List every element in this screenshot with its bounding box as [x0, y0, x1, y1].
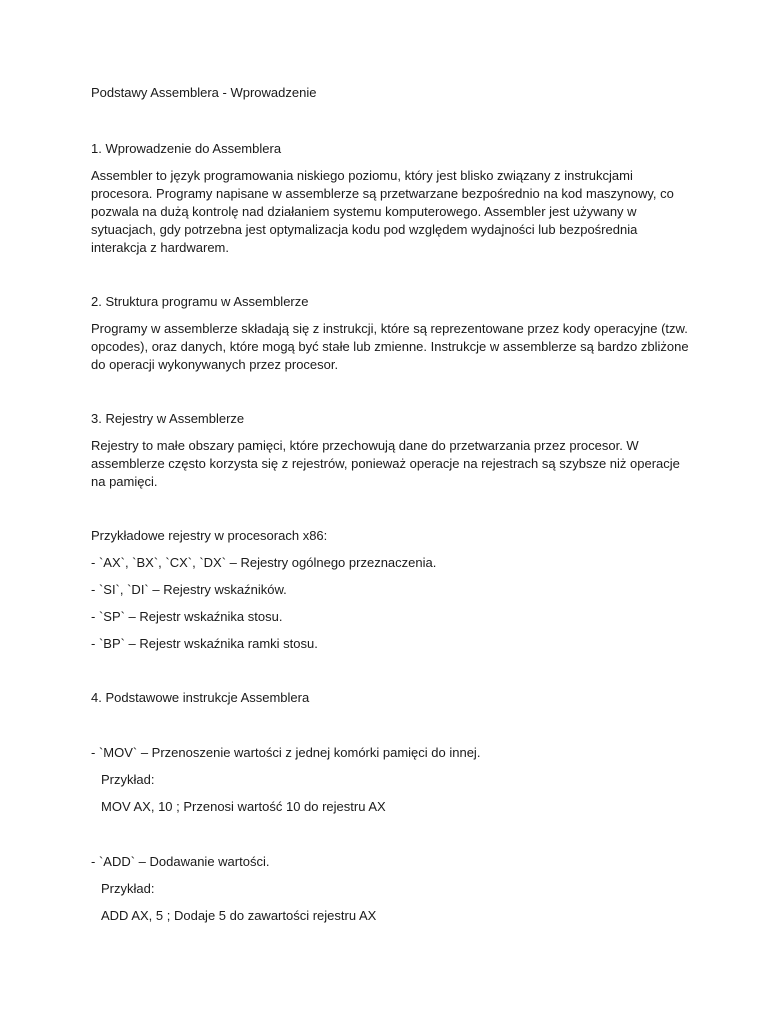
section-paragraph-1: Assembler to język programowania niskiego poziomu, który jest blisko związany z instrukcjami procesora. Programy napisane w assemblerze są przetwarzane bezpośrednio na kod maszynowy, co pozwala na dużą kontrolę nad działaniem systemu komputerowego. Assembler jest używany w sytuacjach, gdy potrzebna jest optymalizacja kodu pod względem wydajności lub bezpośrednia interakcja z hardwarem.: [91, 168, 674, 255]
instruction-line-add: - `ADD` – Dodawanie wartości.: [91, 854, 270, 869]
section-heading-3: 3. Rejestry w Assemblerze: [91, 411, 245, 426]
example-code-mov: MOV AX, 10 ; Przenosi wartość 10 do rejestru AX: [101, 799, 386, 814]
register-list-intro: Przykładowe rejestry w procesorach x86:: [91, 528, 328, 543]
register-list-item: - `BP` – Rejestr wskaźnika ramki stosu.: [91, 636, 318, 651]
section-heading-2: 2. Struktura programu w Assemblerze: [91, 294, 309, 309]
instruction-line-mov: - `MOV` – Przenoszenie wartości z jednej komórki pamięci do innej.: [91, 745, 481, 760]
section-heading-4: 4. Podstawowe instrukcje Assemblera: [91, 690, 310, 705]
register-list-item: - `AX`, `BX`, `CX`, `DX` – Rejestry ogólnego przeznaczenia.: [91, 555, 437, 570]
example-code-add: ADD AX, 5 ; Dodaje 5 do zawartości rejestru AX: [101, 908, 377, 923]
document-title: Podstawy Assemblera - Wprowadzenie: [91, 85, 317, 100]
example-label: Przykład:: [101, 881, 155, 896]
register-list-item: - `SI`, `DI` – Rejestry wskaźników.: [91, 582, 287, 597]
section-heading-1: 1. Wprowadzenie do Assemblera: [91, 141, 282, 156]
section-paragraph-3: Rejestry to małe obszary pamięci, które przechowują dane do przetwarzania przez procesor. W assemblerze często korzysta się z rejestrów, ponieważ operacje na rejestrach są szybsze niż operacje na pamięci.: [91, 438, 680, 489]
document-body: [91, 84, 691, 925]
example-label: Przykład:: [101, 772, 155, 787]
register-list-item: - `SP` – Rejestr wskaźnika stosu.: [91, 609, 283, 624]
section-paragraph-2: Programy w assemblerze składają się z instrukcji, które są reprezentowane przez kody operacyjne (tzw. opcodes), oraz danych, które mogą być stałe lub zmienne. Instrukcje w assemblerze są bardzo zbliżone do operacji wykonywanych przez procesor.: [91, 321, 689, 372]
